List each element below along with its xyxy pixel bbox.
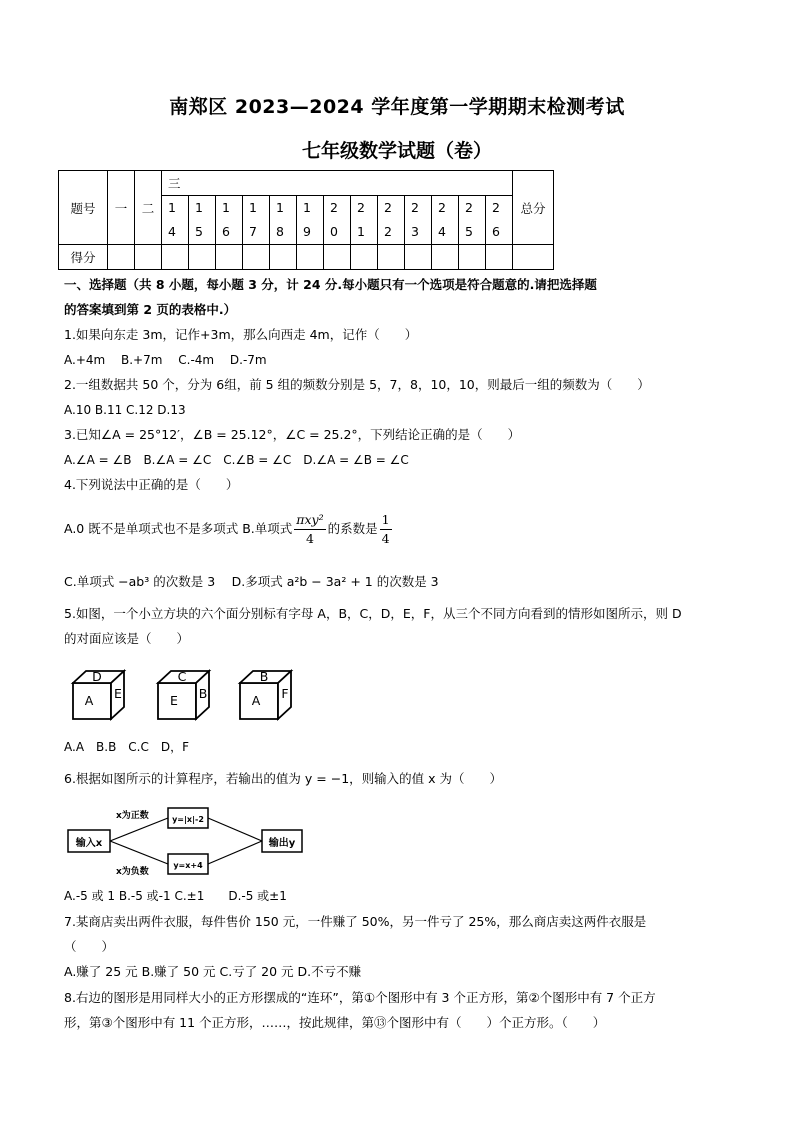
question-number-digit: 3	[411, 224, 419, 239]
score-entry-cell[interactable]	[189, 245, 216, 270]
score-entry-cell[interactable]	[108, 245, 135, 270]
q1-stem: 1.如果向东走 3m，记作+3m，那么向西走 4m，记作（ ）	[64, 327, 418, 342]
question-number-cell	[216, 196, 243, 245]
score-entry-cell[interactable]	[162, 245, 189, 270]
q4-option-b-text: 的系数是	[327, 521, 378, 536]
q6-flowchart	[64, 800, 314, 880]
q4-fraction-monomial	[294, 511, 325, 548]
flow-positive-formula: y=|x|-2	[172, 815, 204, 824]
q5-stem-line1: 5.如图，一个小立方块的六个面分别标有字母 A，B，C，D，E，F，从三个不同方向看到的情形如图所示，则 D	[64, 606, 682, 621]
question-number-digit: 2	[465, 200, 473, 215]
score-entry-cell[interactable]	[216, 245, 243, 270]
score-table	[58, 170, 554, 270]
question-number-digit: 9	[303, 224, 311, 239]
flow-merge-upper	[208, 818, 262, 841]
q8-stem-line2: 形，第③个图形中有 11 个正方形，……，按此规律，第⑬个图形中有（ ）个正方形。（ ）	[64, 1015, 606, 1030]
cube-top-letter: C	[177, 669, 187, 684]
q4-frac2-denominator: 4	[381, 530, 390, 546]
question-number-cell	[189, 196, 216, 245]
question-number-digit: 0	[330, 224, 338, 239]
score-entry-cell[interactable]	[432, 245, 459, 270]
score-label: 得分	[59, 245, 108, 270]
flow-negative-formula: y=x+4	[173, 861, 203, 870]
section-three-header: 三	[162, 171, 513, 196]
question-number-cell	[486, 196, 513, 245]
question-number-digit: 1	[276, 200, 284, 215]
question-number-cell	[378, 196, 405, 245]
section1-instructions-line1: 一、选择题（共 8 小题，每小题 3 分，计 24 分.每小题只有一个选项是符合题意的.请把选择题	[64, 277, 597, 292]
cube-front-letter: A	[84, 693, 94, 708]
question-number-digit: 6	[492, 224, 500, 239]
q4-option-a-text: A.0 既不是单项式也不是多项式 B.单项式	[64, 521, 293, 536]
score-entry-cell[interactable]	[459, 245, 486, 270]
cube-top-letter: D	[92, 669, 102, 684]
question-number-digit: 7	[249, 224, 257, 239]
score-entry-cell[interactable]	[513, 245, 554, 270]
question-number-cell	[297, 196, 324, 245]
question-number-digit: 2	[411, 200, 419, 215]
question-number-digit: 1	[303, 200, 311, 215]
cube-figure	[155, 667, 215, 727]
question-number-digit: 1	[357, 224, 365, 239]
question-number-digit: 1	[222, 200, 230, 215]
q2-options: A.10 B.11 C.12 D.13	[64, 403, 186, 417]
q4-option-cd: C.单项式 −ab³ 的次数是 3 D.多项式 a²b − 3a² + 1 的次数是 3	[64, 574, 439, 589]
q4-frac1-denominator: 4	[305, 530, 314, 546]
score-entry-cell[interactable]	[486, 245, 513, 270]
q3-options: A.∠A = ∠B B.∠A = ∠C C.∠B = ∠C D.∠A = ∠B = ∠C	[64, 453, 409, 467]
question-number-cell	[432, 196, 459, 245]
flow-merge-lower	[208, 841, 262, 864]
q6-stem: 6.根据如图所示的计算程序，若输出的值为 y = −1，则输入的值 x 为（ ）	[64, 771, 502, 786]
cube-side-letter: B	[198, 686, 208, 701]
score-entry-cell[interactable]	[324, 245, 351, 270]
flow-output-label: 输出y	[268, 838, 296, 849]
section1-instructions-line2: 的答案填到第 2 页的表格中.）	[64, 302, 237, 317]
cube-side-letter: F	[281, 686, 289, 701]
question-number-digit: 1	[168, 200, 176, 215]
cube-figure	[70, 667, 130, 727]
question-number-digit: 2	[357, 200, 365, 215]
cube-front-letter: E	[170, 693, 178, 708]
cube-front-letter: A	[251, 693, 261, 708]
cube-top-letter: B	[259, 669, 269, 684]
question-number-cell	[459, 196, 486, 245]
question-number-cell	[405, 196, 432, 245]
q2-stem: 2.一组数据共 50 个，分为 6组，前 5 组的频数分别是 5，7，8，10，10，则最后一组的频数为（ ）	[64, 377, 650, 392]
question-number-digit: 2	[384, 200, 392, 215]
question-number-digit: 1	[195, 200, 203, 215]
score-entry-cell[interactable]	[135, 245, 162, 270]
q1-options: A.+4m B.+7m C.-4m D.-7m	[64, 353, 267, 367]
question-number-digit: 5	[465, 224, 473, 239]
score-entry-cell[interactable]	[270, 245, 297, 270]
question-number-cell	[351, 196, 378, 245]
question-number-digit: 6	[222, 224, 230, 239]
question-number-label: 题号	[59, 171, 108, 245]
q4-frac1-numerator: πxy²	[294, 511, 325, 530]
exam-title: 南郑区 2023—2024 学年度第一学期期末检测考试	[169, 96, 625, 118]
score-entry-cell[interactable]	[378, 245, 405, 270]
q7-stem-line1: 7.某商店卖出两件衣服，每件售价 150 元，一件赚了 50%，另一件亏了 25%，那么商店卖这两件衣服是	[64, 914, 647, 929]
flow-positive-label: x为正数	[116, 811, 149, 821]
q4-option-ab	[64, 508, 394, 550]
flow-line-upper	[110, 818, 168, 841]
question-number-cell	[162, 196, 189, 245]
score-entry-cell[interactable]	[297, 245, 324, 270]
question-number-digit: 2	[492, 200, 500, 215]
cube-figure	[237, 667, 297, 727]
question-number-digit: 5	[195, 224, 203, 239]
cube-side-letter: E	[114, 686, 122, 701]
flow-input-label: 输入x	[75, 838, 103, 849]
question-number-digit: 2	[330, 200, 338, 215]
section-one-header: 一	[108, 171, 135, 245]
question-number-digit: 2	[438, 200, 446, 215]
q8-stem-line1: 8.右边的图形是用同样大小的正方形摆成的“连环”，第①个图形中有 3 个正方形，第②个图形中有 7 个正方	[64, 990, 656, 1005]
q3-stem: 3.已知∠A = 25°12′，∠B = 25.12°，∠C = 25.2°，下列结论正确的是（ ）	[64, 427, 521, 442]
question-number-cell	[324, 196, 351, 245]
exam-subtitle: 七年级数学试题（卷）	[301, 140, 492, 162]
q4-frac2-numerator: 1	[380, 511, 392, 530]
question-number-cell	[243, 196, 270, 245]
flow-line-lower	[110, 841, 168, 864]
score-entry-cell[interactable]	[405, 245, 432, 270]
total-score-header: 总分	[513, 171, 554, 245]
question-number-digit: 4	[168, 224, 176, 239]
q4-fraction-coefficient	[380, 511, 392, 548]
q7-options: A.赚了 25 元 B.赚了 50 元 C.亏了 20 元 D.不亏不赚	[64, 964, 362, 979]
section-two-header: 二	[135, 171, 162, 245]
score-entry-cell[interactable]	[351, 245, 378, 270]
score-entry-cell[interactable]	[243, 245, 270, 270]
q5-options: A.A B.B C.C D，F	[64, 740, 190, 754]
q4-stem: 4.下列说法中正确的是（ ）	[64, 477, 239, 492]
q7-stem-line2: （ ）	[64, 939, 115, 954]
question-number-cell	[270, 196, 297, 245]
question-number-digit: 2	[384, 224, 392, 239]
question-number-digit: 1	[249, 200, 257, 215]
flow-negative-label: x为负数	[116, 867, 149, 877]
question-number-digit: 8	[276, 224, 284, 239]
question-number-digit: 4	[438, 224, 446, 239]
q5-stem-line2: 的对面应该是（ ）	[64, 631, 190, 646]
q6-options: A.-5 或 1 B.-5 或-1 C.±1 D.-5 或±1	[64, 889, 287, 903]
